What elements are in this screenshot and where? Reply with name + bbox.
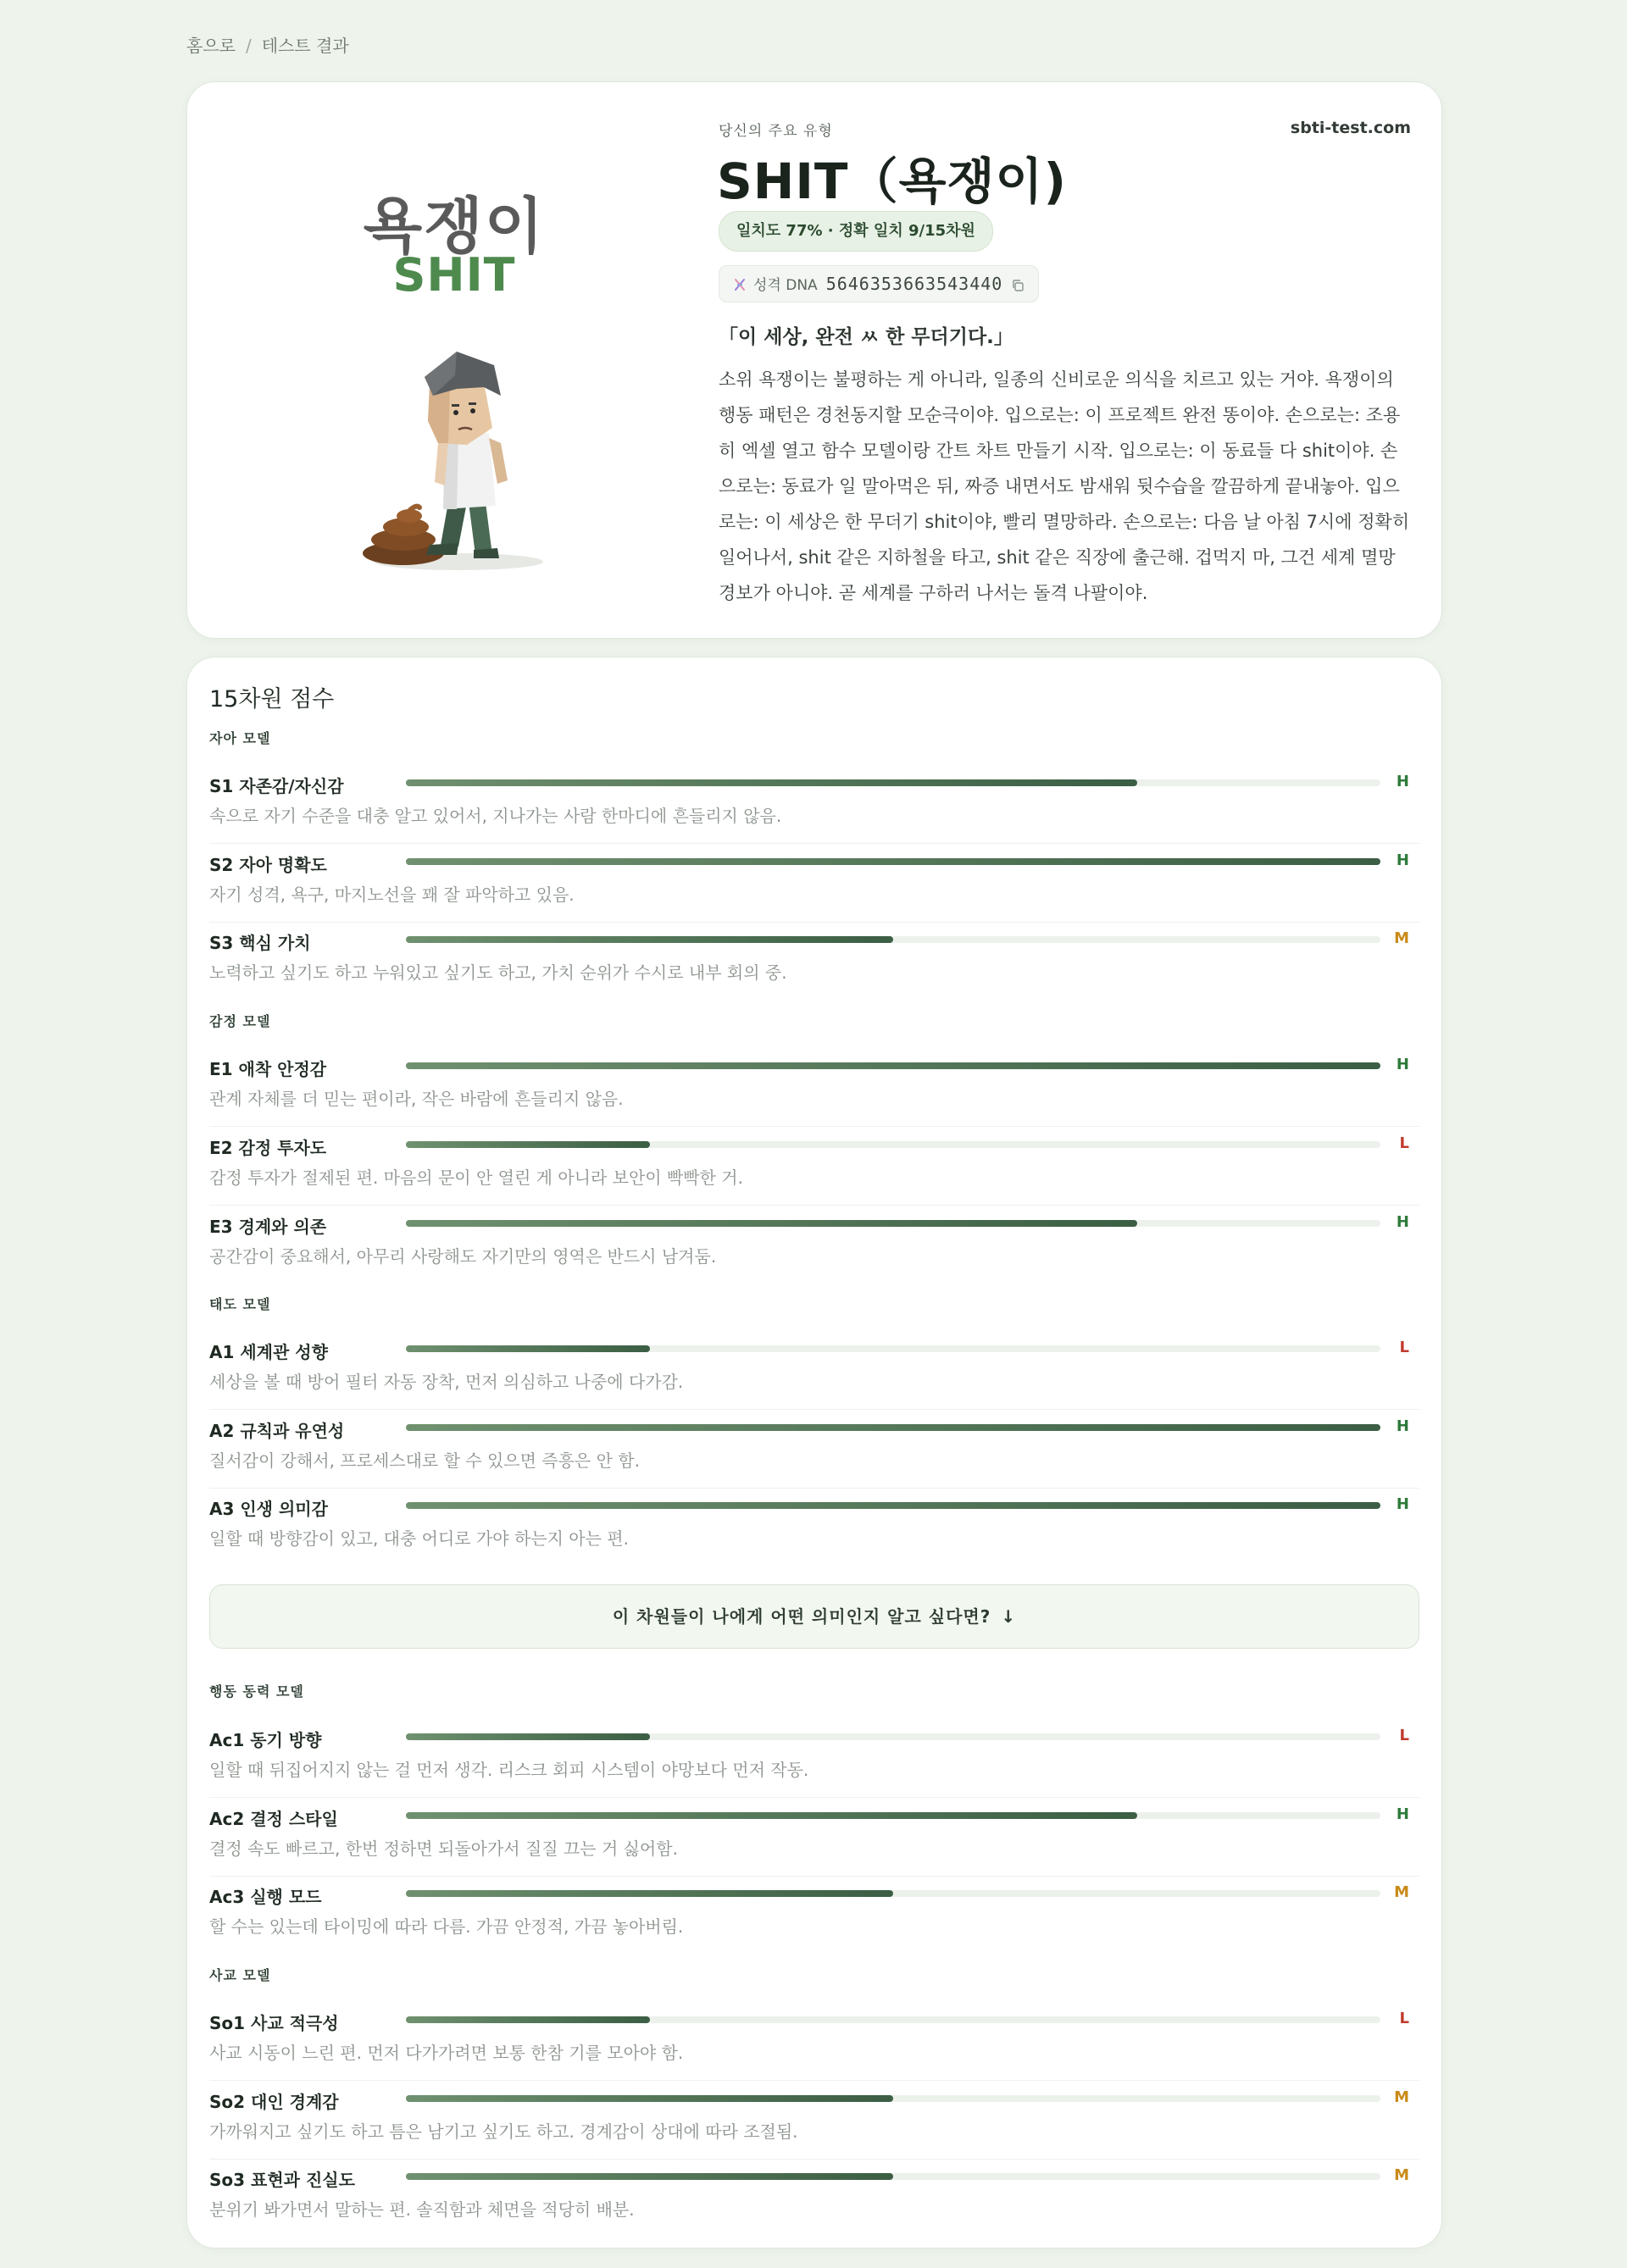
dimension-row (209, 1489, 1419, 1567)
type-name-english: SHIT (392, 248, 516, 302)
dimension-name: Ac3 실행 모드 (209, 1887, 322, 1907)
dimension-name: Ac1 동기 방향 (209, 1730, 322, 1750)
dimension-note: 사교 시동이 느린 편. 먼저 다가가려면 보통 한참 기를 모아야 함. (209, 2043, 684, 2063)
dimension-note: 질서감이 강해서, 프로세스대로 할 수 있으면 즉흥은 안 함. (209, 1450, 640, 1471)
dimension-scores-title: 15차원 점수 (209, 686, 335, 713)
dimension-name: So1 사교 적극성 (209, 2013, 339, 2033)
dimension-row (209, 845, 1419, 923)
site-watermark: sbti-test.com (1290, 119, 1411, 137)
dimension-scores-card (186, 657, 1442, 2249)
dimension-row (209, 1411, 1419, 1489)
score-level: H (1396, 851, 1409, 869)
score-fill (406, 1141, 650, 1148)
dimension-note: 결정 속도 빠르고, 한번 정하면 되돌아가서 질질 끄는 거 싫어함. (209, 1838, 678, 1859)
breadcrumb-home-link[interactable]: 홈으로 (186, 36, 236, 56)
score-level: H (1396, 1213, 1409, 1231)
dimension-note: 자기 성격, 욕구, 마지노선을 꽤 잘 파악하고 있음. (209, 884, 575, 905)
dimension-row (209, 2160, 1419, 2238)
dimension-row (209, 1332, 1419, 1410)
dimension-name: E3 경계와 의존 (209, 1217, 327, 1237)
dimension-name: S1 자존감/자신감 (209, 776, 344, 796)
group-label-self: 자아 모델 (209, 730, 271, 746)
dimension-row (209, 1206, 1419, 1284)
dimension-row (209, 1877, 1419, 1955)
dimension-explanation-button[interactable] (209, 1584, 1419, 1649)
row-divider (209, 1205, 1419, 1206)
poop-icon (363, 507, 444, 565)
group-label-emotion: 감정 모델 (209, 1013, 271, 1029)
row-divider (209, 1797, 1419, 1798)
dimension-name: A1 세계관 성향 (209, 1342, 328, 1362)
score-track (406, 1812, 1380, 1819)
dimension-name: Ac2 결정 스타일 (209, 1809, 338, 1829)
score-level: M (1394, 1883, 1409, 1901)
score-track (406, 1733, 1380, 1740)
dimension-name: E1 애착 안정감 (209, 1059, 327, 1079)
type-description: 소위 욕쟁이는 불평하는 게 아니라, 일종의 신비로운 의식을 치르고 있는 거야. 욕쟁이의 행동 패턴은 경천동지할 모순극이야. 입으로는: 이 프로젝트 완전 똥이야. 손으로는: 조용히 엑셀 열고 함수 모델이랑 간트 차트 만들기 시작. 입으로는: 이 동료들 다 shit이야. 손으로는: 동료가 일 말아먹은 뒤, 짜증 내면서도 밤새워 뒷수습을 깔끔하게 끝내놓아. 입으로는: 이 세상은 한 무더기 shit이야, 빨리 멸망하라. 손으로는: 다음 날 아침 7시에 정확히 일어나서, shit 같은 지하철을 타고, shit 같은 직장에 출근해. 겁먹지 마, 그건 세계 멸망 경보가 아니야. 곧 세계를 구하러 나서는 돌격 나팔이야. (719, 369, 1410, 603)
dimension-row (209, 1049, 1419, 1127)
dimension-row (209, 1720, 1419, 1798)
score-fill (406, 1890, 893, 1897)
dimension-row (209, 1128, 1419, 1206)
personality-dna-chip (719, 265, 1039, 302)
dna-icon (733, 278, 747, 291)
dimension-note: 감정 투자가 절제된 편. 마음의 문이 안 열린 게 아니라 보안이 빡빡한 거. (209, 1167, 743, 1188)
copy-icon[interactable] (1011, 279, 1025, 292)
score-track (406, 779, 1380, 786)
score-fill (406, 1345, 650, 1352)
type-illustration-panel (187, 82, 721, 638)
dimension-name: So2 대인 경계감 (209, 2092, 339, 2112)
score-level: H (1396, 1805, 1409, 1823)
group-label-action: 행동 동력 모델 (209, 1683, 304, 1700)
row-divider (209, 2080, 1419, 2081)
dimension-name: A3 인생 의미감 (209, 1499, 328, 1519)
score-fill (406, 1424, 1380, 1431)
dimension-row (209, 2003, 1419, 2081)
dimension-row (209, 1799, 1419, 1877)
primary-type-label: 당신의 주요 유형 (719, 123, 833, 140)
score-fill (406, 2173, 893, 2180)
score-fill (406, 779, 1137, 786)
score-level: M (1394, 2166, 1409, 2184)
dimension-note: 공간감이 중요해서, 아무리 사랑해도 자기만의 영역은 반드시 남겨둠. (209, 1246, 717, 1267)
score-level: L (1399, 1727, 1409, 1744)
dimension-row (209, 766, 1419, 844)
dimension-name: E2 감정 투자도 (209, 1138, 327, 1158)
score-level: L (1399, 2010, 1409, 2027)
score-level: L (1399, 1134, 1409, 1152)
dimension-note: 세상을 볼 때 방어 필터 자동 장착, 먼저 의심하고 나중에 다가감. (209, 1372, 684, 1392)
row-divider (209, 843, 1419, 844)
score-level: M (1394, 2088, 1409, 2106)
score-track (406, 1345, 1380, 1352)
result-hero-card (186, 81, 1442, 639)
dimension-row (209, 2082, 1419, 2160)
arrow-down-icon: ↓ (1001, 1606, 1017, 1627)
score-fill (406, 1733, 650, 1740)
dimension-name: A2 규칙과 유연성 (209, 1421, 345, 1441)
score-track (406, 2016, 1380, 2023)
dna-value: 5646353663543440 (825, 274, 1003, 294)
score-track (406, 1890, 1380, 1897)
breadcrumb (186, 32, 349, 57)
score-fill (406, 936, 893, 943)
type-name-korean: 욕쟁이 (363, 191, 546, 262)
score-level: H (1396, 1417, 1409, 1435)
dimension-note: 속으로 자기 수준을 대충 알고 있어서, 지나가는 사람 한마디에 흔들리지 않음. (209, 806, 782, 826)
score-fill (406, 1812, 1137, 1819)
type-quote: 「이 세상, 완전 ㅆ 한 무더기다.」 (719, 326, 1013, 348)
match-score-badge: 일치도 77% · 정확 일치 9/15차원 (719, 211, 993, 252)
group-label-attitude: 태도 모델 (209, 1296, 271, 1312)
score-track (406, 1062, 1380, 1069)
dimension-note: 관계 자체를 더 믿는 편이라, 작은 바람에 흔들리지 않음. (209, 1089, 624, 1109)
dimension-note: 할 수는 있는데 타이밍에 따라 다름. 가끔 안정적, 가끔 놓아버림. (209, 1916, 684, 1937)
dimension-name: So3 표현과 진실도 (209, 2170, 355, 2190)
character-illustration (357, 336, 560, 582)
dimension-row (209, 923, 1419, 1001)
dimension-note: 분위기 봐가면서 말하는 편. 솔직함과 체면을 적당히 배분. (209, 2199, 635, 2220)
score-fill (406, 2016, 650, 2023)
dna-label: 성격 DNA (753, 277, 818, 294)
dimension-note: 일할 때 방향감이 있고, 대충 어디로 가야 하는지 아는 편. (209, 1528, 629, 1549)
group-label-social: 사교 모델 (209, 1967, 271, 1983)
dimension-name: S2 자아 명확도 (209, 855, 327, 875)
score-fill (406, 1062, 1380, 1069)
score-track (406, 1220, 1380, 1227)
breadcrumb-separator: / (245, 36, 252, 56)
score-level: L (1399, 1339, 1409, 1356)
row-divider (209, 1409, 1419, 1410)
dimension-note: 노력하고 싶기도 하고 누워있고 싶기도 하고, 가치 순위가 수시로 내부 회의 중. (209, 962, 787, 983)
score-track (406, 2095, 1380, 2102)
dimension-name: S3 핵심 가치 (209, 933, 311, 953)
score-level: H (1396, 773, 1409, 790)
score-level: M (1394, 929, 1409, 947)
dimension-note: 가까워지고 싶기도 하고 틈은 남기고 싶기도 하고. 경계감이 상대에 따라 조절됨. (209, 2121, 798, 2142)
score-level: H (1396, 1495, 1409, 1513)
score-fill (406, 1502, 1380, 1509)
dimension-note: 일할 때 뒤집어지지 않는 걸 먼저 생각. 리스크 회피 시스템이 야망보다 먼저 작동. (209, 1760, 809, 1780)
score-level: H (1396, 1056, 1409, 1073)
row-divider (209, 1126, 1419, 1127)
dimension-explanation-label: 이 차원들이 나에게 어떤 의미인지 알고 싶다면? (612, 1606, 991, 1627)
score-track (406, 1502, 1380, 1509)
result-type-title: SHIT（욕쟁이) (717, 152, 1068, 210)
score-track (406, 936, 1380, 943)
breadcrumb-current: 테스트 결과 (261, 36, 349, 56)
score-track (406, 2173, 1380, 2180)
score-track (406, 858, 1380, 865)
score-track (406, 1424, 1380, 1431)
score-fill (406, 1220, 1137, 1227)
score-fill (406, 2095, 893, 2102)
score-track (406, 1141, 1380, 1148)
score-fill (406, 858, 1380, 865)
